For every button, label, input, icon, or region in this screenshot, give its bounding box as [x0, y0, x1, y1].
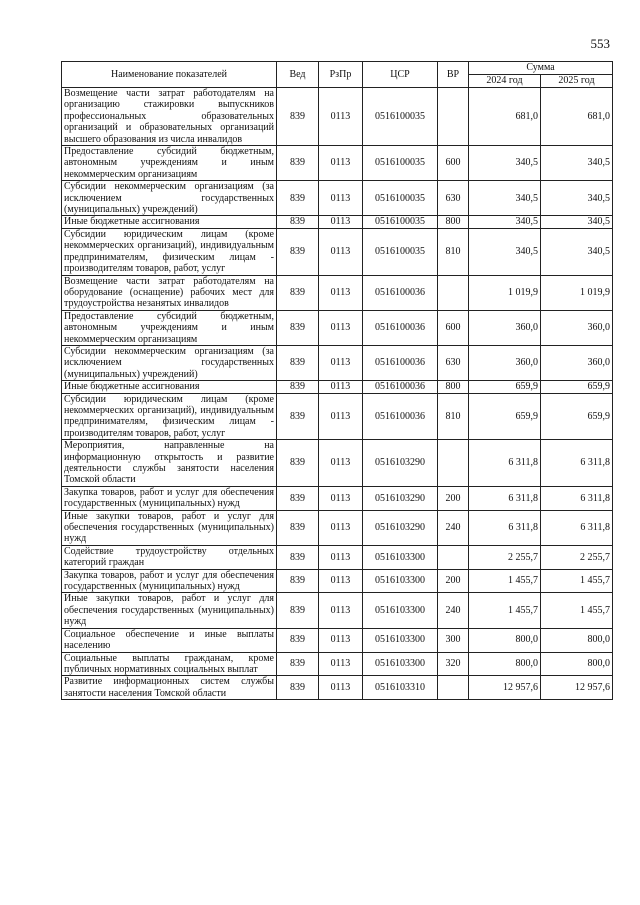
row-amount-2024: 1 455,7	[469, 569, 541, 593]
header-rzpr: РзПр	[319, 62, 363, 88]
row-rzpr: 0113	[319, 569, 363, 593]
header-year-2025: 2025 год	[541, 75, 613, 88]
row-amount-2025: 6 311,8	[541, 440, 613, 487]
row-amount-2025: 360,0	[541, 310, 613, 345]
row-vr: 200	[438, 569, 469, 593]
row-amount-2025: 800,0	[541, 628, 613, 652]
row-vr: 600	[438, 146, 469, 181]
table-row	[62, 216, 613, 228]
row-ved: 839	[277, 381, 319, 393]
row-amount-2024: 1 455,7	[469, 593, 541, 628]
header-csr: ЦСР	[363, 62, 438, 88]
row-name: Содействие трудоустройству отдельных категорий граждан	[62, 545, 277, 569]
row-amount-2025: 681,0	[541, 88, 613, 146]
row-amount-2025: 800,0	[541, 652, 613, 676]
row-rzpr: 0113	[319, 628, 363, 652]
row-csr: 0516100035	[363, 228, 438, 275]
table-row	[62, 510, 613, 545]
row-vr: 810	[438, 393, 469, 440]
table-row	[62, 381, 613, 393]
row-csr: 0516103290	[363, 510, 438, 545]
row-amount-2025: 360,0	[541, 345, 613, 380]
row-vr: 800	[438, 381, 469, 393]
table-row	[62, 569, 613, 593]
table-row	[62, 593, 613, 628]
row-rzpr: 0113	[319, 510, 363, 545]
row-vr: 300	[438, 628, 469, 652]
row-amount-2025: 6 311,8	[541, 486, 613, 510]
row-name: Субсидии некоммерческим организациям (за исключением государственных (муниципальных) учреждений)	[62, 181, 277, 216]
table-row	[62, 146, 613, 181]
row-amount-2024: 340,5	[469, 146, 541, 181]
row-rzpr: 0113	[319, 310, 363, 345]
table-row	[62, 440, 613, 487]
row-csr: 0516100036	[363, 345, 438, 380]
row-csr: 0516100036	[363, 393, 438, 440]
row-ved: 839	[277, 486, 319, 510]
row-name: Субсидии юридическим лицам (кроме некоммерческих организаций), индивидуальным предпринимателям, физическим лицам - производителям товаров, работ, услуг	[62, 228, 277, 275]
row-vr	[438, 275, 469, 310]
row-amount-2025: 6 311,8	[541, 510, 613, 545]
row-amount-2024: 800,0	[469, 652, 541, 676]
table-row	[62, 88, 613, 146]
row-name: Закупка товаров, работ и услуг для обеспечения государственных (муниципальных) нужд	[62, 486, 277, 510]
row-rzpr: 0113	[319, 545, 363, 569]
row-rzpr: 0113	[319, 88, 363, 146]
row-csr: 0516100036	[363, 381, 438, 393]
row-rzpr: 0113	[319, 228, 363, 275]
row-csr: 0516103300	[363, 628, 438, 652]
row-csr: 0516100036	[363, 310, 438, 345]
row-ved: 839	[277, 545, 319, 569]
table-row	[62, 545, 613, 569]
row-name: Социальное обеспечение и иные выплаты населению	[62, 628, 277, 652]
row-vr: 630	[438, 181, 469, 216]
row-rzpr: 0113	[319, 275, 363, 310]
row-rzpr: 0113	[319, 381, 363, 393]
table-row	[62, 652, 613, 676]
row-amount-2024: 12 957,6	[469, 676, 541, 700]
row-amount-2024: 6 311,8	[469, 510, 541, 545]
row-vr: 240	[438, 593, 469, 628]
row-ved: 839	[277, 216, 319, 228]
row-ved: 839	[277, 393, 319, 440]
row-name: Предоставление субсидий бюджетным, автономным учреждениям и иным некоммерческим организациям	[62, 146, 277, 181]
row-vr	[438, 440, 469, 487]
row-csr: 0516100036	[363, 275, 438, 310]
row-ved: 839	[277, 628, 319, 652]
row-ved: 839	[277, 676, 319, 700]
row-vr: 630	[438, 345, 469, 380]
header-ved: Вед	[277, 62, 319, 88]
row-amount-2024: 6 311,8	[469, 440, 541, 487]
table-row	[62, 310, 613, 345]
row-ved: 839	[277, 88, 319, 146]
row-rzpr: 0113	[319, 486, 363, 510]
row-ved: 839	[277, 275, 319, 310]
row-vr: 240	[438, 510, 469, 545]
row-name: Возмещение части затрат работодателям на организацию стажировки выпускников профессиональных образовательных организаций и образовательных организаций высшего образования из числа инвалидов	[62, 88, 277, 146]
row-vr: 600	[438, 310, 469, 345]
row-rzpr: 0113	[319, 181, 363, 216]
row-name: Предоставление субсидий бюджетным, автономным учреждениям и иным некоммерческим организациям	[62, 310, 277, 345]
row-rzpr: 0113	[319, 393, 363, 440]
table-row	[62, 486, 613, 510]
row-amount-2025: 340,5	[541, 216, 613, 228]
header-sum: Сумма	[469, 62, 613, 75]
row-amount-2024: 340,5	[469, 228, 541, 275]
row-csr: 0516100035	[363, 146, 438, 181]
row-amount-2024: 659,9	[469, 393, 541, 440]
row-amount-2025: 1 019,9	[541, 275, 613, 310]
row-rzpr: 0113	[319, 345, 363, 380]
budget-table	[61, 61, 613, 700]
row-ved: 839	[277, 510, 319, 545]
row-csr: 0516103290	[363, 440, 438, 487]
row-name: Иные бюджетные ассигнования	[62, 216, 277, 228]
row-name: Субсидии юридическим лицам (кроме некоммерческих организаций), индивидуальным предпринимателям, физическим лицам - производителям товаров, работ, услуг	[62, 393, 277, 440]
row-ved: 839	[277, 181, 319, 216]
row-csr: 0516103300	[363, 652, 438, 676]
row-ved: 839	[277, 228, 319, 275]
row-amount-2025: 2 255,7	[541, 545, 613, 569]
table-body	[62, 88, 613, 700]
table-row	[62, 393, 613, 440]
row-ved: 839	[277, 345, 319, 380]
row-name: Субсидии некоммерческим организациям (за исключением государственных (муниципальных) учреждений)	[62, 345, 277, 380]
row-amount-2025: 659,9	[541, 393, 613, 440]
row-ved: 839	[277, 440, 319, 487]
row-name: Социальные выплаты гражданам, кроме публичных нормативных социальных выплат	[62, 652, 277, 676]
row-csr: 0516100035	[363, 88, 438, 146]
row-amount-2025: 340,5	[541, 146, 613, 181]
row-ved: 839	[277, 652, 319, 676]
table-row	[62, 676, 613, 700]
row-amount-2024: 800,0	[469, 628, 541, 652]
row-name: Иные закупки товаров, работ и услуг для обеспечения государственных (муниципальных) нужд	[62, 593, 277, 628]
row-name: Развитие информационных систем службы занятости населения Томской области	[62, 676, 277, 700]
row-name: Закупка товаров, работ и услуг для обеспечения государственных (муниципальных) нужд	[62, 569, 277, 593]
row-vr: 800	[438, 216, 469, 228]
row-amount-2024: 340,5	[469, 181, 541, 216]
table-row	[62, 345, 613, 380]
row-amount-2024: 1 019,9	[469, 275, 541, 310]
row-rzpr: 0113	[319, 652, 363, 676]
row-amount-2025: 12 957,6	[541, 676, 613, 700]
row-rzpr: 0113	[319, 440, 363, 487]
row-rzpr: 0113	[319, 216, 363, 228]
header-vr: ВР	[438, 62, 469, 88]
row-csr: 0516103300	[363, 569, 438, 593]
row-csr: 0516100035	[363, 216, 438, 228]
row-vr	[438, 88, 469, 146]
table-row	[62, 228, 613, 275]
row-rzpr: 0113	[319, 593, 363, 628]
row-rzpr: 0113	[319, 676, 363, 700]
row-ved: 839	[277, 569, 319, 593]
row-amount-2024: 659,9	[469, 381, 541, 393]
row-ved: 839	[277, 146, 319, 181]
row-vr	[438, 545, 469, 569]
table-row	[62, 628, 613, 652]
row-vr: 810	[438, 228, 469, 275]
row-csr: 0516103300	[363, 593, 438, 628]
row-csr: 0516100035	[363, 181, 438, 216]
header-year-2024: 2024 год	[469, 75, 541, 88]
row-amount-2025: 659,9	[541, 381, 613, 393]
row-amount-2025: 1 455,7	[541, 569, 613, 593]
row-rzpr: 0113	[319, 146, 363, 181]
table-row	[62, 275, 613, 310]
row-csr: 0516103290	[363, 486, 438, 510]
row-amount-2024: 681,0	[469, 88, 541, 146]
row-amount-2024: 2 255,7	[469, 545, 541, 569]
row-name: Мероприятия, направленные на информационную открытость и развитие деятельности службы занятости населения Томской области	[62, 440, 277, 487]
table-row	[62, 181, 613, 216]
row-amount-2024: 340,5	[469, 216, 541, 228]
row-amount-2025: 340,5	[541, 228, 613, 275]
row-name: Возмещение части затрат работодателям на оборудование (оснащение) рабочих мест для трудоустройства незанятых инвалидов	[62, 275, 277, 310]
row-amount-2024: 6 311,8	[469, 486, 541, 510]
row-name: Иные бюджетные ассигнования	[62, 381, 277, 393]
row-ved: 839	[277, 310, 319, 345]
row-vr: 200	[438, 486, 469, 510]
table-header	[62, 62, 613, 88]
row-ved: 839	[277, 593, 319, 628]
row-amount-2025: 1 455,7	[541, 593, 613, 628]
row-amount-2024: 360,0	[469, 345, 541, 380]
row-amount-2025: 340,5	[541, 181, 613, 216]
row-csr: 0516103310	[363, 676, 438, 700]
row-name: Иные закупки товаров, работ и услуг для обеспечения государственных (муниципальных) нужд	[62, 510, 277, 545]
row-vr	[438, 676, 469, 700]
header-name: Наименование показателей	[62, 62, 277, 88]
row-csr: 0516103300	[363, 545, 438, 569]
page-number: 553	[590, 36, 610, 51]
row-amount-2024: 360,0	[469, 310, 541, 345]
row-vr: 320	[438, 652, 469, 676]
